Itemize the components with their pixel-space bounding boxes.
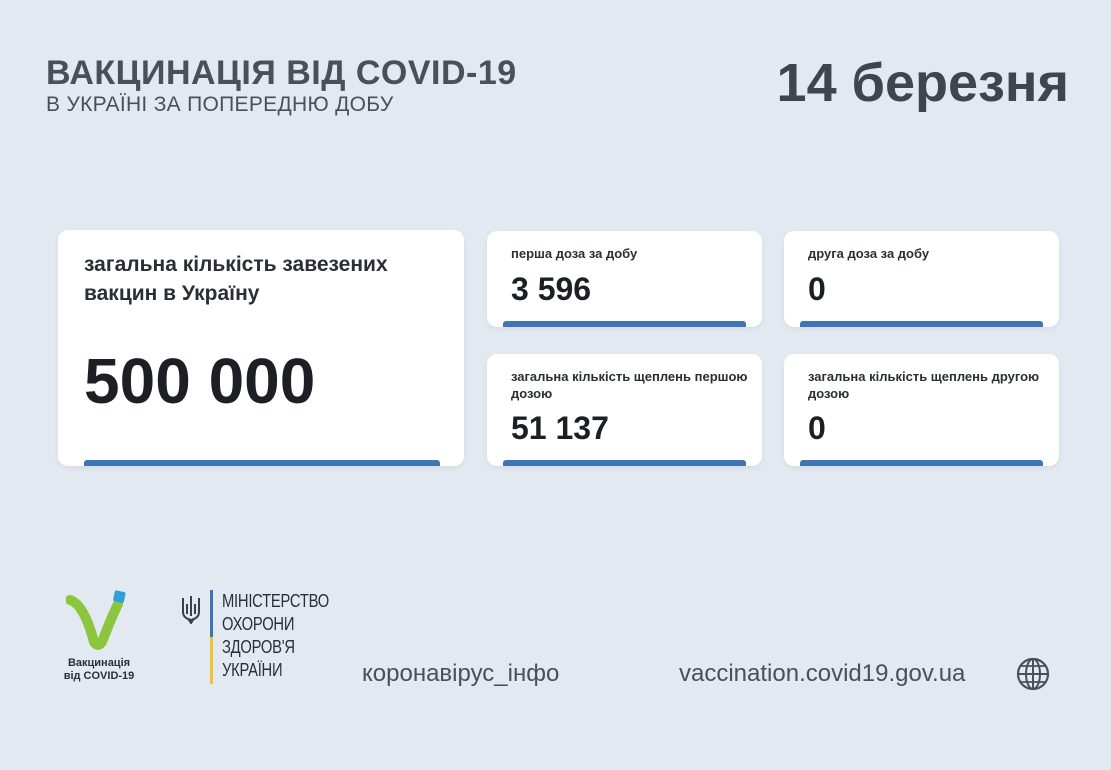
globe-icon (1016, 657, 1050, 691)
page-subtitle: В УКРАЇНІ ЗА ПОПЕРЕДНЮ ДОБУ (46, 93, 394, 116)
vaccination-v-icon (66, 590, 132, 650)
stat-label: загальна кількість завезених вакцин в Україну (84, 253, 388, 305)
website-link[interactable]: vaccination.covid19.gov.ua (679, 660, 966, 687)
ministry-line: ЗДОРОВ'Я (222, 637, 295, 657)
stat-label: друга доза за добу (808, 246, 930, 261)
report-date: 14 березня (776, 53, 1069, 113)
stat-card-total-delivered (58, 230, 464, 466)
accent-bar (84, 460, 440, 466)
stat-label: загальна кількість щеплень другою дозою (808, 369, 1040, 401)
stat-value: 0 (808, 410, 826, 446)
stat-value: 3 596 (511, 271, 592, 307)
social-link[interactable]: коронавірус_інфо (362, 660, 560, 687)
ministry-line: МІНІСТЕРСТВО (222, 591, 329, 611)
stat-label: загальна кількість щеплень першою дозою (511, 369, 748, 401)
accent-bar (503, 460, 746, 466)
ministry-line: ОХОРОНИ (222, 614, 295, 634)
vaccination-logo (56, 590, 142, 686)
accent-bar (800, 321, 1043, 327)
accent-bar (503, 321, 746, 327)
page-title: ВАКЦИНАЦІЯ ВІД COVID-19 (46, 54, 517, 92)
stat-card-first-dose-day (487, 231, 762, 327)
stat-value: 500 000 (84, 345, 316, 417)
trident-icon (180, 594, 202, 624)
stat-value: 0 (808, 271, 826, 307)
stat-card-second-dose-day (784, 231, 1059, 327)
stat-card-first-dose-total (487, 354, 762, 466)
accent-bar (800, 460, 1043, 466)
stat-label: перша доза за добу (511, 246, 638, 261)
stat-card-second-dose-total (784, 354, 1059, 466)
vaccination-logo-caption (56, 657, 142, 683)
ministry-name (222, 590, 352, 682)
flag-divider (210, 590, 213, 684)
ministry-line: УКРАЇНИ (222, 660, 283, 680)
logo-caption-line: Вакцинація (67, 657, 131, 669)
stat-value: 51 137 (511, 410, 609, 446)
logo-caption-line: від COVID-19 (63, 670, 135, 682)
